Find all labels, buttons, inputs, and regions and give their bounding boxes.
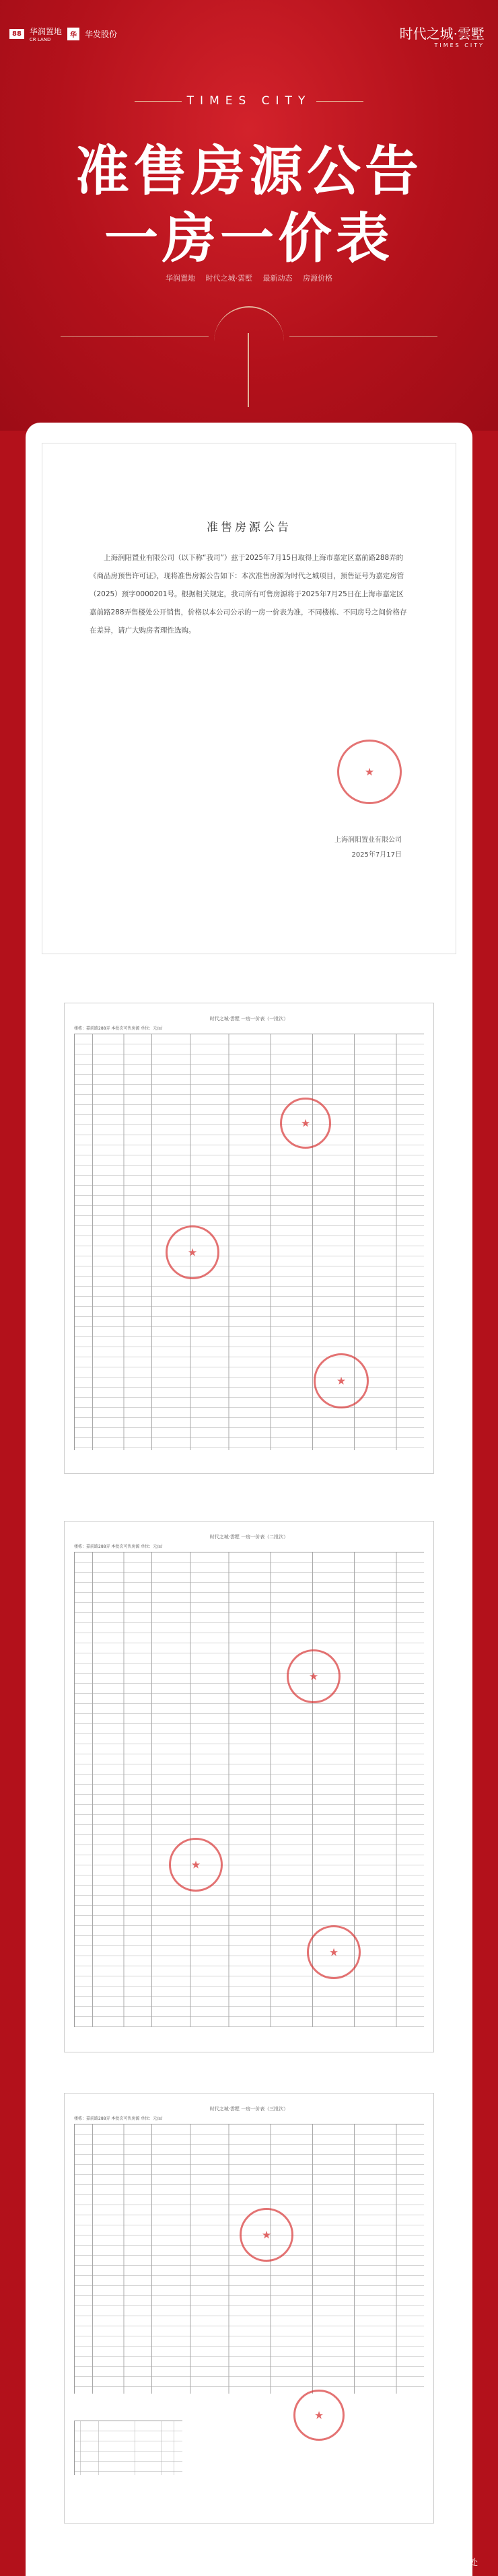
main-subtitle: 一房一价表 [104, 207, 394, 270]
seal [314, 1353, 369, 1408]
notice-document [42, 443, 456, 954]
sheet-subtitle: 楼栋：嘉前路288弄 本批次可售房源 单位：元/㎡ [74, 1026, 163, 1031]
official-seal [337, 740, 402, 804]
price-table [74, 1552, 424, 2027]
brand-mark: 88 [9, 29, 24, 39]
notice-title: 准售房源公告 [207, 521, 291, 534]
sheet-subtitle: 楼栋：嘉前路288弄 本批次可售房源 单位：元/㎡ [74, 1544, 163, 1549]
price-table [74, 2124, 424, 2394]
project-logo [400, 23, 485, 48]
tag: 房源价格 [303, 274, 332, 283]
arch-decoration [214, 306, 284, 392]
price-sheet-2 [64, 1521, 434, 2052]
notice-signature: 上海润阳置业有限公司 [334, 836, 402, 844]
brand-en: CR LAND [29, 37, 51, 42]
arch-stem [248, 333, 249, 407]
partner-mark: 华 [67, 28, 79, 40]
notice-body: 上海润阳置业有限公司（以下称“我司”）兹于2025年7月15日取得上海市嘉定区嘉前路288弄的《商品房预售许可证》，现将准售房源公告如下：本次准售房源为时代之城项目，预售证号为嘉定房管（2025）预字0000201号。根据相关规定，我司所有可售房源将于2025年7月25日在上海市嘉定区嘉前路288弄售楼处公开销售，价格以本公司公示的一房一价表为准，不同楼栋、不同房号之间价格存在差异，请广大购房者理性选购。 [90, 554, 407, 635]
tag: 最新动态 [262, 274, 293, 283]
sheet-subtitle: 楼栋：嘉前路288弄 本批次可售房源 单位：元/㎡ [74, 2116, 163, 2121]
brand-name: 华润置地 [29, 27, 62, 36]
developer-logo [9, 26, 117, 42]
decor-line-left [61, 336, 209, 337]
tag: 华润置地 [166, 274, 195, 283]
sheet-caption: 时代之城·雲墅 一房一价表（三批次） [209, 2106, 289, 2112]
decor-line-right [289, 336, 437, 337]
seal [169, 1838, 223, 1892]
price-sheet-3 [64, 2093, 434, 2524]
english-title: TIMES CITY [186, 94, 312, 108]
main-title: 准售房源公告 [75, 139, 423, 203]
sheet-caption: 时代之城·雲墅 一房一价表（一批次） [209, 1016, 289, 1022]
price-table [74, 1034, 424, 1450]
project-name-en: TIMES CITY [434, 42, 485, 48]
project-name: 时代之城·雲墅 [399, 26, 485, 42]
seal [166, 1225, 219, 1279]
notice-date: 2025年7月17日 [351, 851, 402, 859]
watermark: 搜狐号@时代之城售楼处 [381, 2558, 478, 2568]
seal [280, 1098, 331, 1149]
seal [307, 1925, 361, 1979]
tag-row [0, 273, 498, 283]
seal [240, 2208, 293, 2262]
hero-banner [0, 0, 498, 431]
partner-name: 华发股份 [84, 30, 117, 39]
sheet-caption: 时代之城·雲墅 一房一价表（二批次） [209, 1534, 289, 1540]
price-sheet-1 [64, 1003, 434, 1474]
seal [293, 2390, 345, 2441]
tag: 时代之城·雲墅 [205, 274, 252, 283]
summary-table [74, 2421, 182, 2475]
seal [287, 1649, 341, 1703]
